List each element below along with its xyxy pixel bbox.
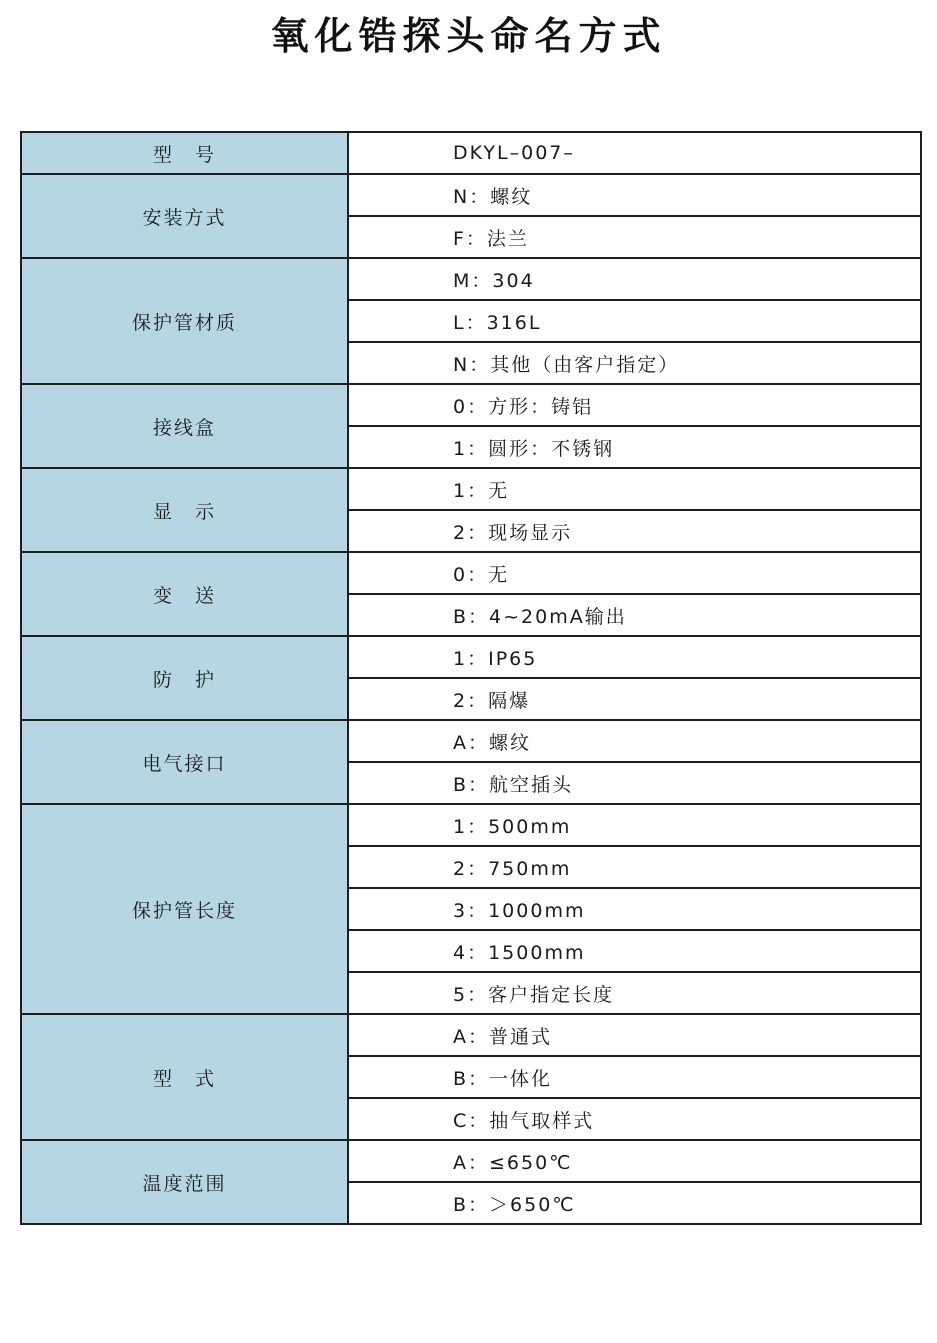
option-value: 1：无: [348, 468, 921, 510]
option-value: A：≤650℃: [348, 1140, 921, 1182]
option-value: DKYL–007–: [348, 132, 921, 174]
option-value: B：航空插头: [348, 762, 921, 804]
option-value: 2：隔爆: [348, 678, 921, 720]
row-label: 显 示: [21, 468, 348, 552]
row-label: 防 护: [21, 636, 348, 720]
row-label: 型 式: [21, 1014, 348, 1140]
table-row: [21, 468, 921, 510]
option-value: C：抽气取样式: [348, 1098, 921, 1140]
row-label: 接线盒: [21, 384, 348, 468]
option-value: L：316L: [348, 300, 921, 342]
option-value: 1：500mm: [348, 804, 921, 846]
option-value: 5：客户指定长度: [348, 972, 921, 1014]
table-row: [21, 804, 921, 846]
row-label: 温度范围: [21, 1140, 348, 1224]
naming-spec-table: [20, 131, 922, 1225]
option-value: 3：1000mm: [348, 888, 921, 930]
row-label: 保护管材质: [21, 258, 348, 384]
option-value: B：4~20mA输出: [348, 594, 921, 636]
option-value: B：＞650℃: [348, 1182, 921, 1224]
table-row: [21, 258, 921, 300]
option-value: A：螺纹: [348, 720, 921, 762]
option-value: N：其他（由客户指定）: [348, 342, 921, 384]
option-value: 1：圆形：不锈钢: [348, 426, 921, 468]
row-label: 变 送: [21, 552, 348, 636]
table-row: [21, 552, 921, 594]
row-label: 保护管长度: [21, 804, 348, 1014]
option-value: 0：方形：铸铝: [348, 384, 921, 426]
table-row: [21, 174, 921, 216]
option-value: 1：IP65: [348, 636, 921, 678]
option-value: B：一体化: [348, 1056, 921, 1098]
option-value: 4：1500mm: [348, 930, 921, 972]
spec-table-body: [21, 132, 921, 1224]
option-value: F：法兰: [348, 216, 921, 258]
table-row: [21, 636, 921, 678]
option-value: A：普通式: [348, 1014, 921, 1056]
row-label: 安装方式: [21, 174, 348, 258]
option-value: 2：现场显示: [348, 510, 921, 552]
row-label: 型 号: [21, 132, 348, 174]
page-title: 氧化锆探头命名方式: [270, 14, 667, 58]
option-value: M：304: [348, 258, 921, 300]
table-row: [21, 132, 921, 174]
table-row: [21, 384, 921, 426]
row-label: 电气接口: [21, 720, 348, 804]
table-row: [21, 1014, 921, 1056]
table-row: [21, 720, 921, 762]
option-value: 2：750mm: [348, 846, 921, 888]
option-value: 0：无: [348, 552, 921, 594]
option-value: N：螺纹: [348, 174, 921, 216]
table-row: [21, 1140, 921, 1182]
